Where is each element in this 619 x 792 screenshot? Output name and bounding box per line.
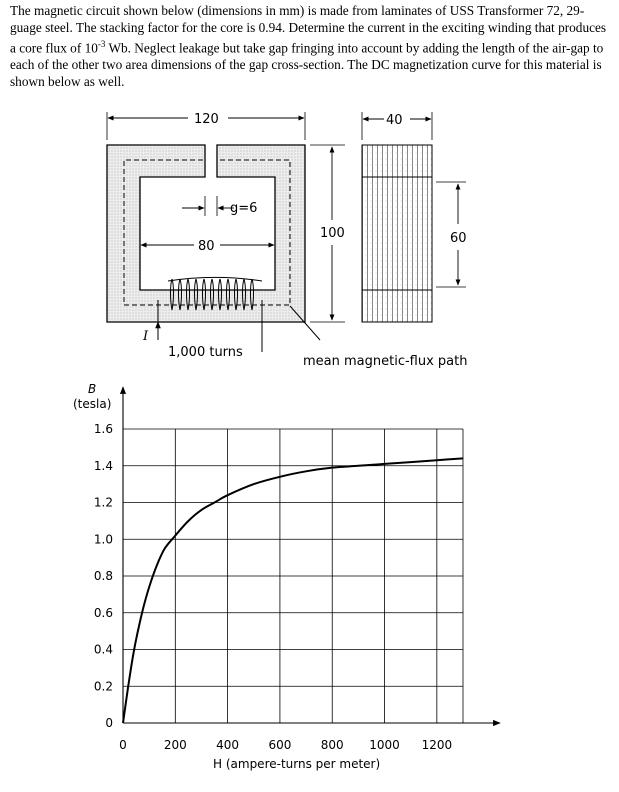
x-tick-label: 600 <box>268 738 292 752</box>
dim-thickness-label: 60 <box>450 231 467 246</box>
x-tick-labels <box>119 738 452 752</box>
current-label: I <box>143 329 149 344</box>
lamination-stack-middle <box>362 177 432 290</box>
problem-text-2: Wb. Neglect leakage but take gap fringing into account by adding the length of the air-gap to each of the other two area dimensions of the gap cross-section. The DC magnetization curve for this material is shown below as well. <box>10 40 604 90</box>
y-tick-label: 0.4 <box>93 642 113 657</box>
y-tick-label: 0.6 <box>93 605 113 620</box>
y-tick-label: 0.8 <box>93 569 113 583</box>
y-tick-label: 1.4 <box>93 458 113 473</box>
y-tick-label: 1.2 <box>93 495 113 510</box>
magnetic-core-diagram <box>107 112 467 369</box>
x-tick-label: 1200 <box>421 738 453 752</box>
problem-text-1: The magnetic circuit shown below (dimensions in mm) is made from laminates of USS Transformer 72, 29-guage steel. The stacking factor for the core is 0.94. Determine the current in the exciting winding that produces a core flux of 10 <box>10 3 607 56</box>
dim-depth-label: 40 <box>386 113 403 128</box>
x-tick-label: 800 <box>320 738 344 752</box>
y-tick-label: 0.2 <box>93 679 113 694</box>
dim-height-label: 100 <box>320 226 345 241</box>
y-axis-symbol: B <box>88 382 97 396</box>
y-tick-label: 0 <box>105 716 113 730</box>
mean-flux-path <box>124 160 290 305</box>
dim-width-label: 120 <box>194 112 219 127</box>
dim-inner-label: 80 <box>198 239 215 254</box>
magnetization-curve <box>123 458 463 723</box>
x-tick-label: 1000 <box>369 738 400 752</box>
y-axis-unit: (tesla) <box>73 397 112 411</box>
y-tick-labels <box>94 422 113 730</box>
lamination-stack-top <box>362 145 432 177</box>
flux-path-label: mean magnetic-flux path <box>303 354 468 369</box>
x-tick-label: 0 <box>119 738 127 752</box>
flux-exponent: -3 <box>97 39 106 49</box>
x-tick-label: 200 <box>163 738 187 752</box>
lamination-stack-bottom <box>362 290 432 322</box>
bh-chart <box>73 382 500 771</box>
x-axis-label: H (ampere-turns per meter) <box>213 757 381 771</box>
dim-gap-label: g=6 <box>230 201 258 216</box>
y-tick-label: 1.6 <box>93 422 113 436</box>
turns-label: 1,000 turns <box>168 345 243 360</box>
x-tick-label: 400 <box>216 738 240 752</box>
y-tick-label: 1.0 <box>93 532 113 547</box>
core-body <box>107 145 305 322</box>
